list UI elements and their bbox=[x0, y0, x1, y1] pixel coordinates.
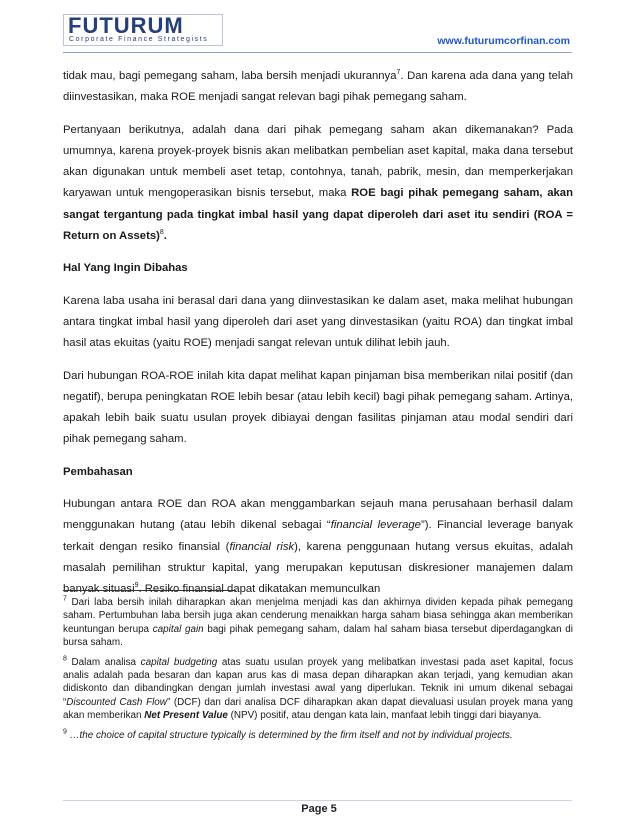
paragraph-1: tidak mau, bagi pemegang saham, laba bersih menjadi ukurannya$^7$. Dan karena ada dana yang telah diinvestasikan, maka ROE menjadi sangat relevan bagi pihak pemegang saham. bbox=[63, 69, 573, 104]
footnote-7: $^7$ Dari laba bersih inilah diharapkan akan menjelma menjadi kas dan akhirnya dividen kepada pihak pemegang saham. Pertumbuhan laba bersih juga akan cenderung menaikkan harga saham biasa sehingga akan memberikan keuntungan berupa capital gain bagi pihak pemegang saham, dalam hal saham biasa tersebut diperdagangkan di bursa saham. bbox=[63, 595, 573, 649]
footnote-ref-7[interactable]: 7 bbox=[396, 69, 401, 77]
section-heading-pembahasan: Pembahasan bbox=[63, 465, 133, 478]
paragraph-4: Dari hubungan ROA-ROE inilah kita dapat melihat kapan pinjaman bisa memberikan nilai positif (dan negatif), berupa peningkatan ROE lebih besar (atau lebih kecil) bagi pihak pemegang saham. Artinya, apakah lebih baik suatu usulan proyek dibiayai dengan fasilitas pinjaman atau modal sendiri dari pihak pemegang saham. bbox=[63, 369, 573, 446]
futurum-logo bbox=[63, 14, 223, 46]
footnote-ref-8[interactable]: 8 bbox=[159, 229, 164, 237]
page-body bbox=[63, 66, 573, 612]
section-heading-hal-yang-ingin-dibahas: Hal Yang Ingin Dibahas bbox=[63, 262, 188, 275]
footnote-separator bbox=[63, 590, 236, 591]
footer-divider bbox=[63, 800, 572, 801]
footnote-9: $^9$ …the choice of capital structure typically is determined by the firm itself and not by individual projects. bbox=[63, 728, 513, 741]
paragraph-2: Pertanyaan berikutnya, adalah dana dari pihak pemegang saham akan dikemanakan? Pada umumnya, karena proyek-proyek bisnis akan melibatkan pembelian aset kapital, maka dana tersebut akan digunakan untuk membeli aset tetap, contohnya, tanah, pabrik, mesin, dan memperkerjakan karyawan untuk mengoperasikan bisnis tersebut, maka ROE bagi pihak pemegang saham, akan sangat tergantung pada tingkat imbal hasil yang dapat diperoleh dari aset itu sendiri (ROA = Return on Assets)$^8$. bbox=[63, 123, 573, 243]
logo-tagline: Corporate Finance Strategists bbox=[69, 36, 209, 43]
footnotes bbox=[63, 596, 573, 748]
paragraph-3: Karena laba usaha ini berasal dari dana yang diinvestasikan ke dalam aset, maka melihat hubungan antara tingkat imbal hasil yang diperoleh dari aset yang dinvestasikan (yaitu ROA) dan tingkat imbal hasil atas ekuitas (yaitu ROE) menjadi sangat relevan untuk dilihat lebih jauh. bbox=[63, 294, 573, 350]
website-url[interactable]: www.futurumcorfinan.com bbox=[437, 35, 570, 47]
logo-wordmark: FUTURUM bbox=[68, 13, 184, 38]
footnote-8: $^8$ Dalam analisa capital budgeting atas suatu usulan proyek yang melibatkan investasi pada aset kapital, focus analis adalah pada besaran dan kapan arus kas di masa depan diharapkan akan terjadi, yang kemudian akan didiskonto dan dibandingkan dengan jumlah investasi awal yang diperlukan. Teknik ini umum dikenal sebagai “Discounted Cash Flow” (DCF) dan dari analisa DCF diharapkan akan dapat dievaluasi usulan proyek mana yang akan memberikan Net Present Value (NPV) positif, atau dengan kata lain, manfaat lebih tinggi dari biayanya. bbox=[63, 655, 574, 722]
emphasis-roe-roa: ROE bagi pihak pemegang saham, akan sangat tergantung pada tingkat imbal hasil yang dapat diperoleh dari aset itu sendiri (ROA = Return on Assets) bbox=[63, 187, 573, 243]
paragraph-5: Hubungan antara ROE dan ROA akan menggambarkan sejauh mana perusahaan berhasil dalam menggunakan hutang (atau lebih dikenal sebagai “financial leverage”). Financial leverage banyak terkait dengan resiko finansial (financial risk), karena penggunaan hutang versus ekuitas, adalah masalah pemilihan struktur kapital, yang merupakan keputusan diskresioner manajemen dalam banyak situasi$^9$. Resiko finansial dapat dikatakan memunculkan bbox=[63, 498, 574, 596]
footnote-ref-9[interactable]: 9 bbox=[134, 582, 139, 590]
page-number: Page 5 bbox=[301, 803, 337, 815]
header-divider bbox=[63, 52, 572, 53]
